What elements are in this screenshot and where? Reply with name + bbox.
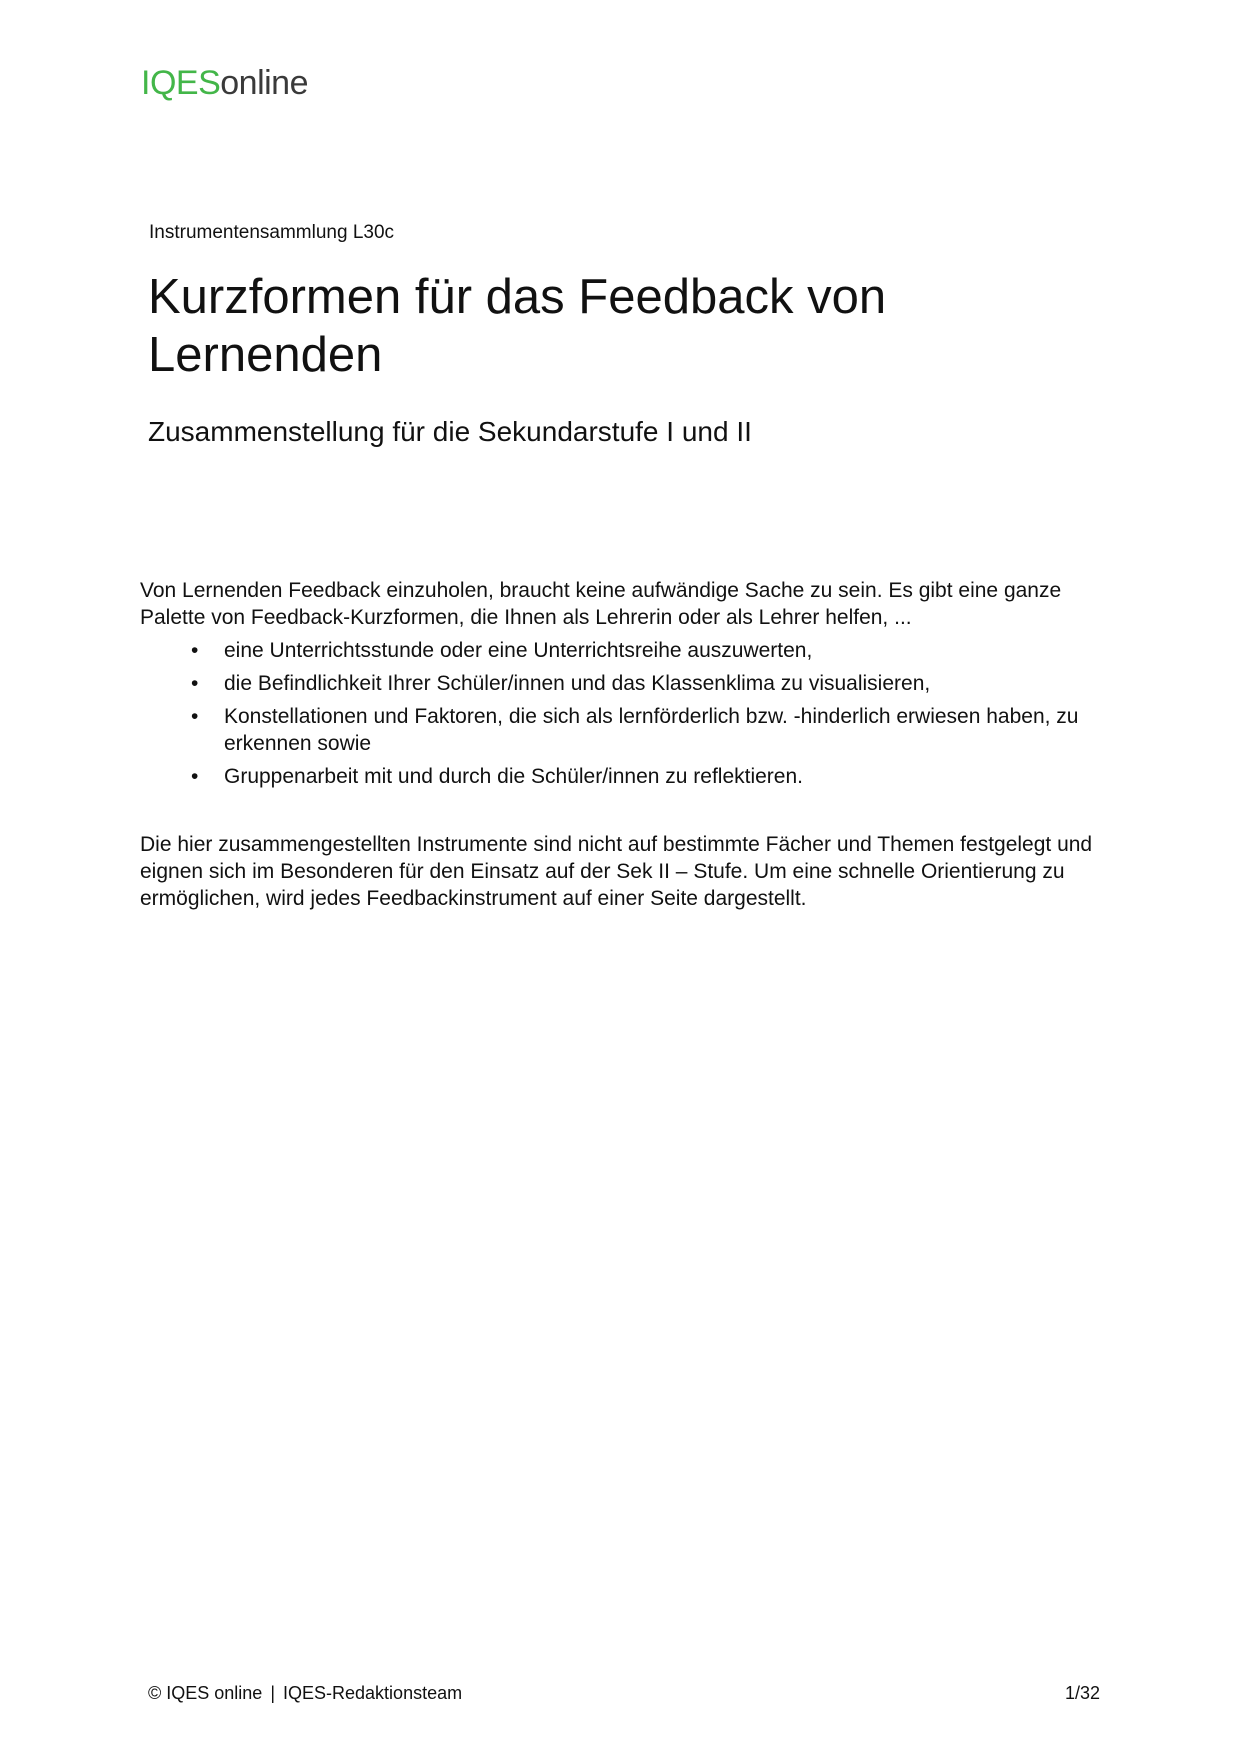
bullet-text: Gruppenarbeit mit und durch die Schüler/innen zu reflektieren. (224, 765, 803, 788)
logo-brand: IQES (141, 64, 221, 102)
bullet-text: Konstellationen und Faktoren, die sich als lernförderlich bzw. -hinderlich erwiesen haben, zu erkennen sowie (224, 705, 1079, 755)
footer-copyright: © IQES online (148, 1683, 263, 1703)
collection-label: Instrumentensammlung L30c (149, 222, 395, 243)
outro-paragraph: Die hier zusammengestellten Instrumente sind nicht auf bestimmte Fächer und Themen festgelegt und eignen sich im Besonderen für den Einsatz auf der Sek II – Stufe. Um eine schnelle Orientierung zu ermöglichen, wird jedes Feedbackinstrument auf einer Seite dargestellt. (140, 833, 1093, 910)
footer (148, 1683, 462, 1705)
bullet-item (140, 763, 1100, 790)
bullet-list (140, 637, 1100, 796)
bullet-dot-icon: • (191, 705, 199, 728)
footer-separator: | (270, 1683, 276, 1703)
document-title: Kurzformen für das Feedback von Lernenden (148, 270, 887, 382)
bullet-text: die Befindlichkeit Ihrer Schüler/innen und das Klassenklima zu visualisieren, (224, 672, 931, 695)
bullet-dot-icon: • (191, 639, 199, 662)
footer-team: IQES-Redaktionsteam (283, 1683, 463, 1703)
document-subtitle: Zusammenstellung für die Sekundarstufe I und II (148, 416, 752, 447)
iqes-online-logo (141, 66, 308, 100)
intro-paragraph: Von Lernenden Feedback einzuholen, braucht keine aufwändige Sache zu sein. Es gibt eine ganze Palette von Feedback-Kurzformen, die Ihnen als Lehrerin oder als Lehrer helfen, ... (140, 579, 1062, 629)
logo-suffix: online (220, 64, 308, 102)
bullet-dot-icon: • (191, 765, 199, 788)
bullet-dot-icon: • (191, 672, 199, 695)
bullet-item (140, 670, 1100, 697)
bullet-item (140, 637, 1100, 664)
bullet-text: eine Unterrichtsstunde oder eine Unterrichtsreihe auszuwerten, (224, 639, 813, 662)
bullet-item (140, 703, 1100, 757)
page-number: 1/32 (1064, 1683, 1100, 1703)
